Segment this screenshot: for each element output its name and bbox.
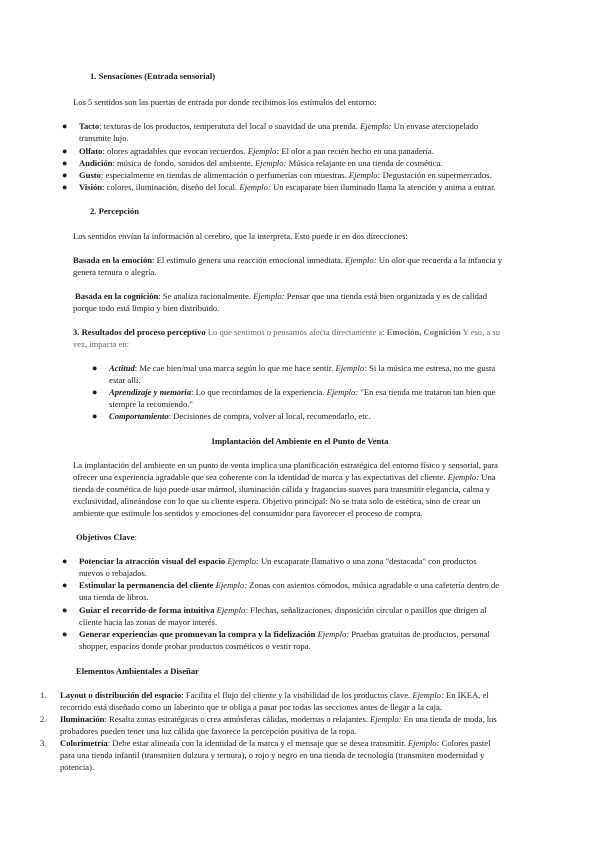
list-item: Visión: colores, iluminación, diseño del local. Ejemplo: Un escaparate bien iluminado llama la atención y anima a entrar. xyxy=(79,182,496,192)
paragraph-line: ambiente que estimule los sentidos y emociones del consumidor para favorecer el proceso de compra. xyxy=(73,508,423,518)
paragraph-cont: porque todo está limpio y bien distribuido. xyxy=(73,303,220,313)
list-item-cont: shopper, espacios donde probar productos cosméticos o vestir ropa. xyxy=(79,641,311,651)
list-item-cont: probadores pueden tener una luz cálida que favorece la percepción positiva de la ropa. xyxy=(60,726,357,736)
list-item-cont: una tienda de libros. xyxy=(79,592,149,602)
section-title-percepcion: 2. Percepción xyxy=(90,206,140,216)
bullet-icon: ● xyxy=(62,556,68,566)
list-item: Comportamiento: Decisiones de compra, volver al local, recomendarlo, etc. xyxy=(109,411,371,421)
list-item: Audición: música de fondo, sonidos del ambiente. Ejemplo: Música relajante en una tienda de cosmética. xyxy=(79,158,443,168)
bullet-icon: ● xyxy=(62,629,68,639)
section-intro: Los 5 sentidos son las puertas de entrada por donde recibimos los estímulos del entorno: xyxy=(73,97,377,107)
bullet-icon: ● xyxy=(62,121,68,131)
bullet-icon: ● xyxy=(62,170,68,180)
heading-objetivos: Objetivos Clave: xyxy=(76,532,137,542)
list-item: Potenciar la atracción visual del espacio Ejemplo: Un escaparate llamativo o una zona "destacada" con productos xyxy=(79,556,477,566)
list-item: Colorimetría: Debe estar alineada con la identidad de la marca y el mensaje que se desea transmitir. Ejemplo: Colores pastel xyxy=(60,738,491,748)
heading-implantacion: Implantación del Ambiente en el Punto de Venta xyxy=(211,436,389,446)
bullet-icon: ● xyxy=(62,605,68,615)
list-item: Olfato: olores agradables que evocan recuerdos. Ejemplo: El olor a pan recién hecho en una panadería. xyxy=(79,146,434,156)
section-3-intro: 3. Resultados del proceso perceptivo Lo que sentimos o pensamos afecta directamente a: Emoción, Cognición Y eso, a su xyxy=(73,327,501,337)
bullet-icon: ● xyxy=(92,387,98,397)
list-item-cont: estar allí. xyxy=(109,375,141,385)
list-item: Actitud: Me cae bien/mal una marca según lo que me hace sentir. Ejemplo: Si la música me estresa, no me gusta xyxy=(109,363,496,373)
paragraph-line: tienda de cosmética de lujo puede usar mármol, iluminación cálida y fragancias suaves para transmitir elegancia, calma y xyxy=(73,484,490,494)
list-item-cont: transmite lujo. xyxy=(79,133,129,143)
bullet-icon: ● xyxy=(62,580,68,590)
list-item-cont: nuevos o rebajados. xyxy=(79,568,148,578)
list-item: Tacto: texturas de los productos, temperatura del local o suavidad de una prenda. Ejemplo: Un envase aterciopelado xyxy=(79,121,479,131)
paragraph-line: La implantación del ambiente en un punto de venta implica una planificación estratégica del entorno físico y sensorial, para xyxy=(73,460,498,470)
bullet-icon: ● xyxy=(62,182,68,192)
list-item: Guiar el recorrido de forma intuitiva Ejemplo: Flechas, señalizaciones, disposición circular o pasillos que dirigen al xyxy=(79,605,487,615)
paragraph-emocion: Basada en la emoción: El estímulo genera una reacción emocional inmediata. Ejemplo: Un olor que recuerda a la infancia y xyxy=(73,255,503,265)
list-item-cont: para una tienda infantil (transmiten dulzura y ternura), o rojo y negro en una tienda de tecnología (transmiten modernidad y xyxy=(60,750,485,760)
paragraph-cognicion: Basada en la cognición: Se analiza racionalmente. Ejemplo: Pensar que una tienda está bien organizada y es de calidad xyxy=(75,291,488,301)
paragraph-line: ofrecer una experiencia agradable que sea coherente con la identidad de marca y las expectativas del cliente. Ejemplo: Una xyxy=(73,472,496,482)
list-item: Generar experiencias que promuevan la compra y la fidelización Ejemplo: Pruebas gratuitas de productos, personal xyxy=(79,629,490,639)
list-item: Iluminación: Resalta zonas estratégicas o crea atmósferas cálidas, modernas o relajantes. Ejemplo: En una tienda de moda, los xyxy=(60,714,497,724)
section-title-sensaciones: 1. Sensaciones (Entrada sensorial) xyxy=(90,71,216,81)
bullet-icon: ● xyxy=(62,146,68,156)
bullet-icon: ● xyxy=(62,158,68,168)
list-item-cont: cliente hacia las zonas de mayor interés. xyxy=(79,617,218,627)
bullet-icon: ● xyxy=(92,411,98,421)
list-number: 1. xyxy=(40,690,47,700)
list-item: Estimular la permanencia del cliente Ejemplo: Zonas con asientos cómodos, música agradable o una cafetería dentro de xyxy=(79,580,500,590)
paragraph-line: exclusividad, alineándose con lo que su cliente espera. Objetivo principal: No se trata solo de estética, sino de crear un xyxy=(73,496,481,506)
list-item: Aprendizaje y memoria: Lo que recordamos de la experiencia. Ejemplo: "En esa tienda me trataron tan bien que xyxy=(109,387,496,397)
list-item-cont: siempre la recomiendo." xyxy=(109,399,193,409)
list-number: 3. xyxy=(40,738,47,748)
list-number: 2. xyxy=(40,714,47,724)
bullet-icon: ● xyxy=(92,363,98,373)
list-item: Gusto: especialmente en tiendas de alimentación o perfumerías con muestras. Ejemplo: Degustación en supermercados. xyxy=(79,170,492,180)
list-item-cont: potencia). xyxy=(60,762,95,772)
list-item: Layout o distribución del espacio: Facilita el flujo del cliente y la visibilidad de los productos clave. Ejemplo: En IKEA, el xyxy=(60,690,489,700)
paragraph-cont: genera ternura o alegría. xyxy=(73,267,157,277)
heading-elementos: Elementos Ambientales a Diseñar xyxy=(76,666,199,676)
paragraph-cont: vez, impacta en: xyxy=(73,339,130,349)
list-item-cont: recorrido está diseñado como un laberinto que te obliga a pasar por todas las secciones antes de llegar a la caja. xyxy=(60,702,443,712)
section-intro: Los sentidos envían la información al cerebro, que la interpreta. Esto puede ir en dos direcciones: xyxy=(73,231,408,241)
